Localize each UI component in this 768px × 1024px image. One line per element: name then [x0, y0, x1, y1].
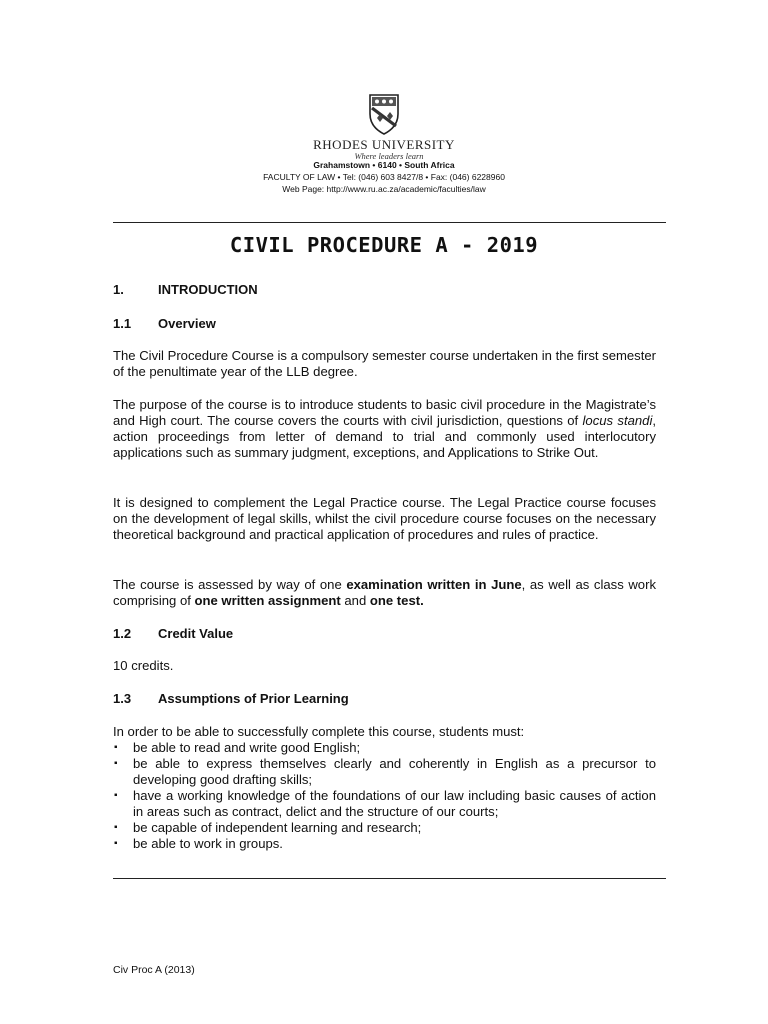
faculty-contact: FACULTY OF LAW • Tel: (046) 603 8427/8 • Fax: (046) 6228960 — [263, 172, 505, 182]
credit-value-text: 10 credits. — [113, 658, 174, 673]
overview-paragraph-2: The purpose of the course is to introduce students to basic civil procedure in the Magistrate’s and High court. The course covers the courts with civil jurisdiction, questions of locus standi, action proceedings from letter of demand to trial and commonly used interlocutory applications such as summary judgment, exceptions, and Applications to Strike Out. — [113, 397, 656, 460]
section-title: Credit Value — [158, 626, 234, 641]
section-heading-overview — [113, 316, 216, 332]
list-item: ▪ be able to read and write good English; — [113, 740, 656, 756]
list-item: ▪ be able to express themselves clearly and coherently in English as a precursor to developing good drafting skills; — [113, 756, 656, 788]
section-heading-prior-learning — [113, 691, 349, 707]
overview-paragraph-4: The course is assessed by way of one examination written in June, as well as class work comprising of one written assignment and one test. — [113, 577, 656, 608]
document-title: CIVIL PROCEDURE A - 2019 — [229, 233, 539, 257]
section-number: 1.1 — [113, 316, 132, 331]
assessment-exam: examination written in June — [346, 577, 522, 592]
section-title: INTRODUCTION — [158, 282, 258, 297]
overview-paragraph-3: It is designed to complement the Legal Practice course. The Legal Practice course focuses on the development of legal skills, whilst the civil procedure course focuses on the necessary theoretical background and practical application of procedures and rules of practice. — [113, 495, 656, 542]
university-crest-icon — [366, 92, 402, 136]
list-item: ▪ be capable of independent learning and research; — [113, 820, 656, 836]
overview-paragraph-1: The Civil Procedure Course is a compulsory semester course undertaken in the first semester of the penultimate year of the LLB degree. — [113, 348, 656, 379]
university-name: RHODES UNIVERSITY — [313, 137, 455, 152]
page-footer: Civ Proc A (2013) — [113, 964, 195, 976]
section-heading-introduction — [113, 282, 258, 298]
letterhead — [0, 92, 768, 195]
section-title: Overview — [158, 316, 216, 331]
list-item: ▪ be able to work in groups. — [113, 836, 656, 852]
university-motto: Where leaders learn — [354, 151, 424, 161]
section-number: 1. — [113, 282, 124, 297]
university-address: Grahamstown • 6140 • South Africa — [313, 160, 455, 170]
prior-learning-list — [113, 740, 656, 852]
latin-term: locus standi — [582, 413, 653, 428]
prior-learning-intro: In order to be able to successfully complete this course, students must: — [113, 724, 525, 739]
header-divider — [113, 222, 666, 223]
list-item: ▪ have a working knowledge of the foundations of our law including basic causes of action in areas such as contract, delict and the structure of our courts; — [113, 788, 656, 820]
section-title: Assumptions of Prior Learning — [158, 691, 349, 706]
assessment-test: one test. — [369, 593, 424, 608]
section-heading-credit-value — [113, 626, 233, 642]
faculty-web-page: Web Page: http://www.ru.ac.za/academic/faculties/law — [282, 184, 486, 194]
content-end-divider — [113, 878, 666, 879]
section-number: 1.3 — [113, 691, 132, 706]
section-number: 1.2 — [113, 626, 132, 641]
assessment-assignment: one written assignment — [194, 593, 341, 608]
